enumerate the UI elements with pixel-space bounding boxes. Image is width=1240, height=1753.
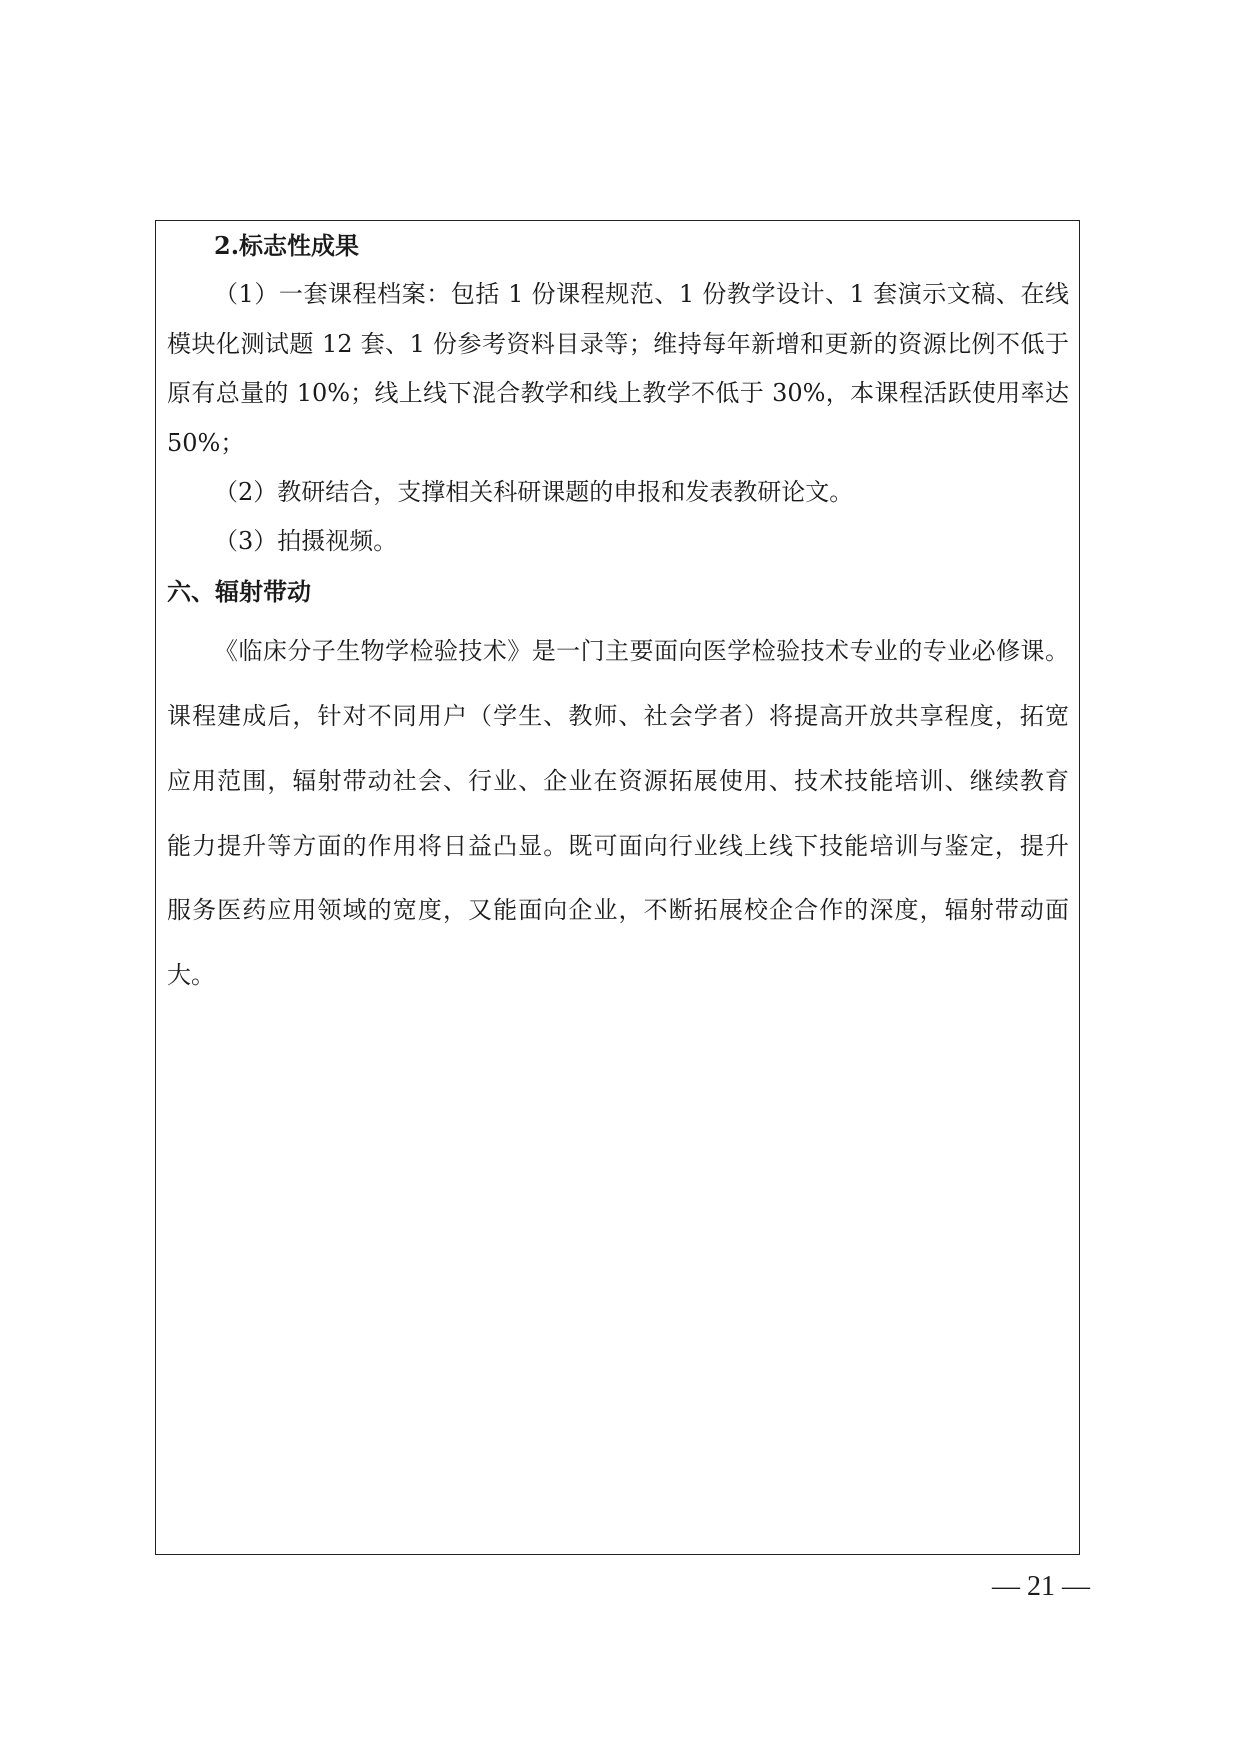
page-number: — 21 — xyxy=(992,1571,1090,1602)
section-2-block xyxy=(167,221,1069,616)
item-1-line-1: （1）一套课程档案：包括 1 份课程规范、1 份教学设计、1 套演示文稿、在线 xyxy=(214,280,1069,309)
item-2-line: （2）教研结合，支撑相关科研课题的申报和发表教研论文。 xyxy=(214,478,854,507)
paragraph-line-3: 应用范围，辐射带动社会、行业、企业在资源拓展使用、技术技能培训、继续教育 xyxy=(167,766,1069,795)
section-6-heading: 六、辐射带动 xyxy=(167,576,311,606)
paragraph-line-1: 《临床分子生物学检验技术》是一门主要面向医学检验技术专业的专业必修课。 xyxy=(214,637,1069,666)
section-6-paragraph xyxy=(167,619,1069,1008)
section-2-heading: 2.标志性成果 xyxy=(214,231,360,260)
paragraph-line-4: 能力提升等方面的作用将日益凸显。既可面向行业线上线下技能培训与鉴定，提升 xyxy=(167,831,1069,860)
item-1-line-2: 模块化测试题 12 套、1 份参考资料目录等；维持每年新增和更新的资源比例不低于 xyxy=(167,329,1069,358)
content-frame xyxy=(155,220,1080,1555)
item-1-line-4: 50%； xyxy=(167,428,245,457)
paragraph-line-6: 大。 xyxy=(167,961,215,990)
paragraph-line-2: 课程建成后，针对不同用户（学生、教师、社会学者）将提高开放共享程度，拓宽 xyxy=(167,702,1069,731)
item-3-line: （3）拍摄视频。 xyxy=(214,527,398,556)
item-1-line-3: 原有总量的 10%；线上线下混合教学和线上教学不低于 30%，本课程活跃使用率达 xyxy=(167,379,1069,408)
paragraph-line-5: 服务医药应用领域的宽度，又能面向企业，不断拓展校企合作的深度，辐射带动面 xyxy=(167,896,1069,925)
